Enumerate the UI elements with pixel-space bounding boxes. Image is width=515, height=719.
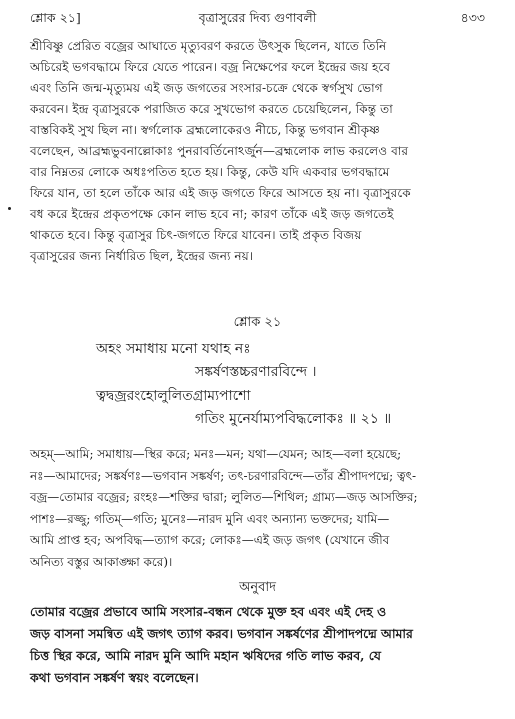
text-line: বার নিম্নতর লোকে অধঃপতিত হতে হয়। কিন্তু, কেউ যদি একবার ভগবদ্ধামে	[30, 165, 390, 179]
text-line: করবেন। ইন্দ্র বৃত্রাসুরকে পরাজিত করে সুখভোগ করতে চেয়েছিলেন, কিন্তু তা	[30, 102, 393, 116]
synonym-line: নঃ—আমাদের; সঙ্কর্ষণঃ—ভগবান সঙ্কর্ষণ; তৎ-চরণারবিন্দে—তাঁর শ্রীপাদপদ্মে; ত্বৎ-	[30, 468, 417, 483]
text-line: শ্রীবিষ্ণু প্রেরিত বজ্রের আঘাতে মৃত্যুবরণ করতে উৎসুক ছিলেন, যাতে তিনি	[30, 39, 387, 53]
translation-title: অনুবাদ	[239, 580, 276, 595]
text-line: বৃত্রাসুরের জন্য নির্ধারিত ছিল, ইন্দ্রের জন্য নয়।	[30, 249, 254, 263]
page-header	[30, 10, 485, 32]
text-line: থাকতে হবে। কিন্তু বৃত্রাসুর চিৎ-জগতে ফিরে যাবেন। তাই প্রকৃত বিজয়	[30, 228, 362, 242]
translation-line: তোমার বজ্রের প্রভাবে আমি সংসার-বন্ধন থেকে মুক্ত হব এবং এই দেহ ও	[30, 604, 387, 619]
translation-line: চিত্ত স্থির করে, আমি নারদ মুনি আদি মহান ঋষিদের গতি লাভ করব, যে	[30, 648, 381, 663]
synonym-line: পাশঃ—রজ্জু; গতিম্—গতি; মুনেঃ—নারদ মুনি এবং অন্যান্য ভক্তদের; যামি—	[30, 511, 390, 526]
text-line: এবং তিনি জন্ম-মৃত্যুময় এই জড় জগতের সংসার-চক্রে থেকে স্বর্গসুখ ভোগ	[30, 81, 383, 95]
purport-paragraph	[30, 36, 485, 267]
translation-paragraph	[30, 601, 485, 689]
text-line: বধ করে ইন্দ্রের প্রকৃতপক্ষে কোন লাভ হবে না; কারণ তাঁকে এই জড় জগতেই	[30, 207, 394, 221]
synonym-line: বজ্র—তোমার বজ্রের; রংহঃ—শক্তির দ্বারা; লুলিত—শিথিল; গ্রাম্য—জড় আসক্তির;	[30, 490, 418, 504]
header-chapter-title: বৃত্রাসুরের দিব্য গুণাবলী	[198, 10, 317, 25]
margin-dot	[8, 207, 11, 210]
verse-line: সঙ্কর্ষণস্তচ্চরণারবিন্দে ।	[195, 364, 317, 380]
synonym-line: অহম্—আমি; সমাধায়—স্থির করে; মনঃ—মন; যথা—যেমন; আহ—বলা হয়েছে;	[30, 447, 402, 461]
text-line: বাস্তবিকই সুখ ছিল না। স্বর্গলোক ব্রহ্মলোকেরও নীচে, কিন্তু ভগবান শ্রীকৃষ্ণ	[30, 123, 380, 137]
verse-title: শ্লোক ২১	[233, 315, 282, 330]
synonyms-paragraph	[30, 444, 485, 573]
synonym-line: আমি প্রাপ্ত হব; অপবিদ্ধ—ত্যাগ করে; লোকঃ—এই জড় জগৎ (যেখানে জীব	[30, 533, 390, 547]
page-number: ৪৩৩	[460, 10, 485, 25]
verse-line: ত্বদ্বজ্ররংহোলুলিতগ্রাম্যপাশো	[96, 388, 251, 404]
text-line: ফিরে যান, তা হলে তাঁকে আর এই জড় জগতে ফিরে আসতে হয় না। বৃত্রাসুরকে	[30, 186, 411, 200]
translation-line: জড় বাসনা সমন্বিত এই জগৎ ত্যাগ করব। ভগবান সঙ্কর্ষণের শ্রীপাদপদ্মে আমার	[30, 626, 413, 641]
synonym-line: অনিত্য বস্তুর আকাঙ্ক্ষা করে)।	[30, 554, 173, 569]
translation-line: কথা ভগবান সঙ্কর্ষণ স্বয়ং বলেছেন।	[30, 670, 199, 685]
verse-line: অহং সমাধায় মনো যথাহ নঃ	[96, 341, 251, 357]
text-line: বলেছেন, আব্রহ্মভুবনাল্লোকাঃ পুনরাবর্তিনোঽর্জুন—ব্রহ্মলোক লাভ করলেও বার	[30, 144, 409, 158]
header-verse-ref: শ্লোক ২১]	[30, 10, 81, 25]
verse-line: গতিং মুনের্যাম্যপবিদ্ধলোকঃ ॥ ২১ ॥	[195, 411, 392, 427]
text-line: অচিরেই ভগবদ্ধামে ফিরে যেতে পারেন। বজ্র নিক্ষেপের ফলে ইন্দ্রের জয় হবে	[30, 60, 391, 74]
